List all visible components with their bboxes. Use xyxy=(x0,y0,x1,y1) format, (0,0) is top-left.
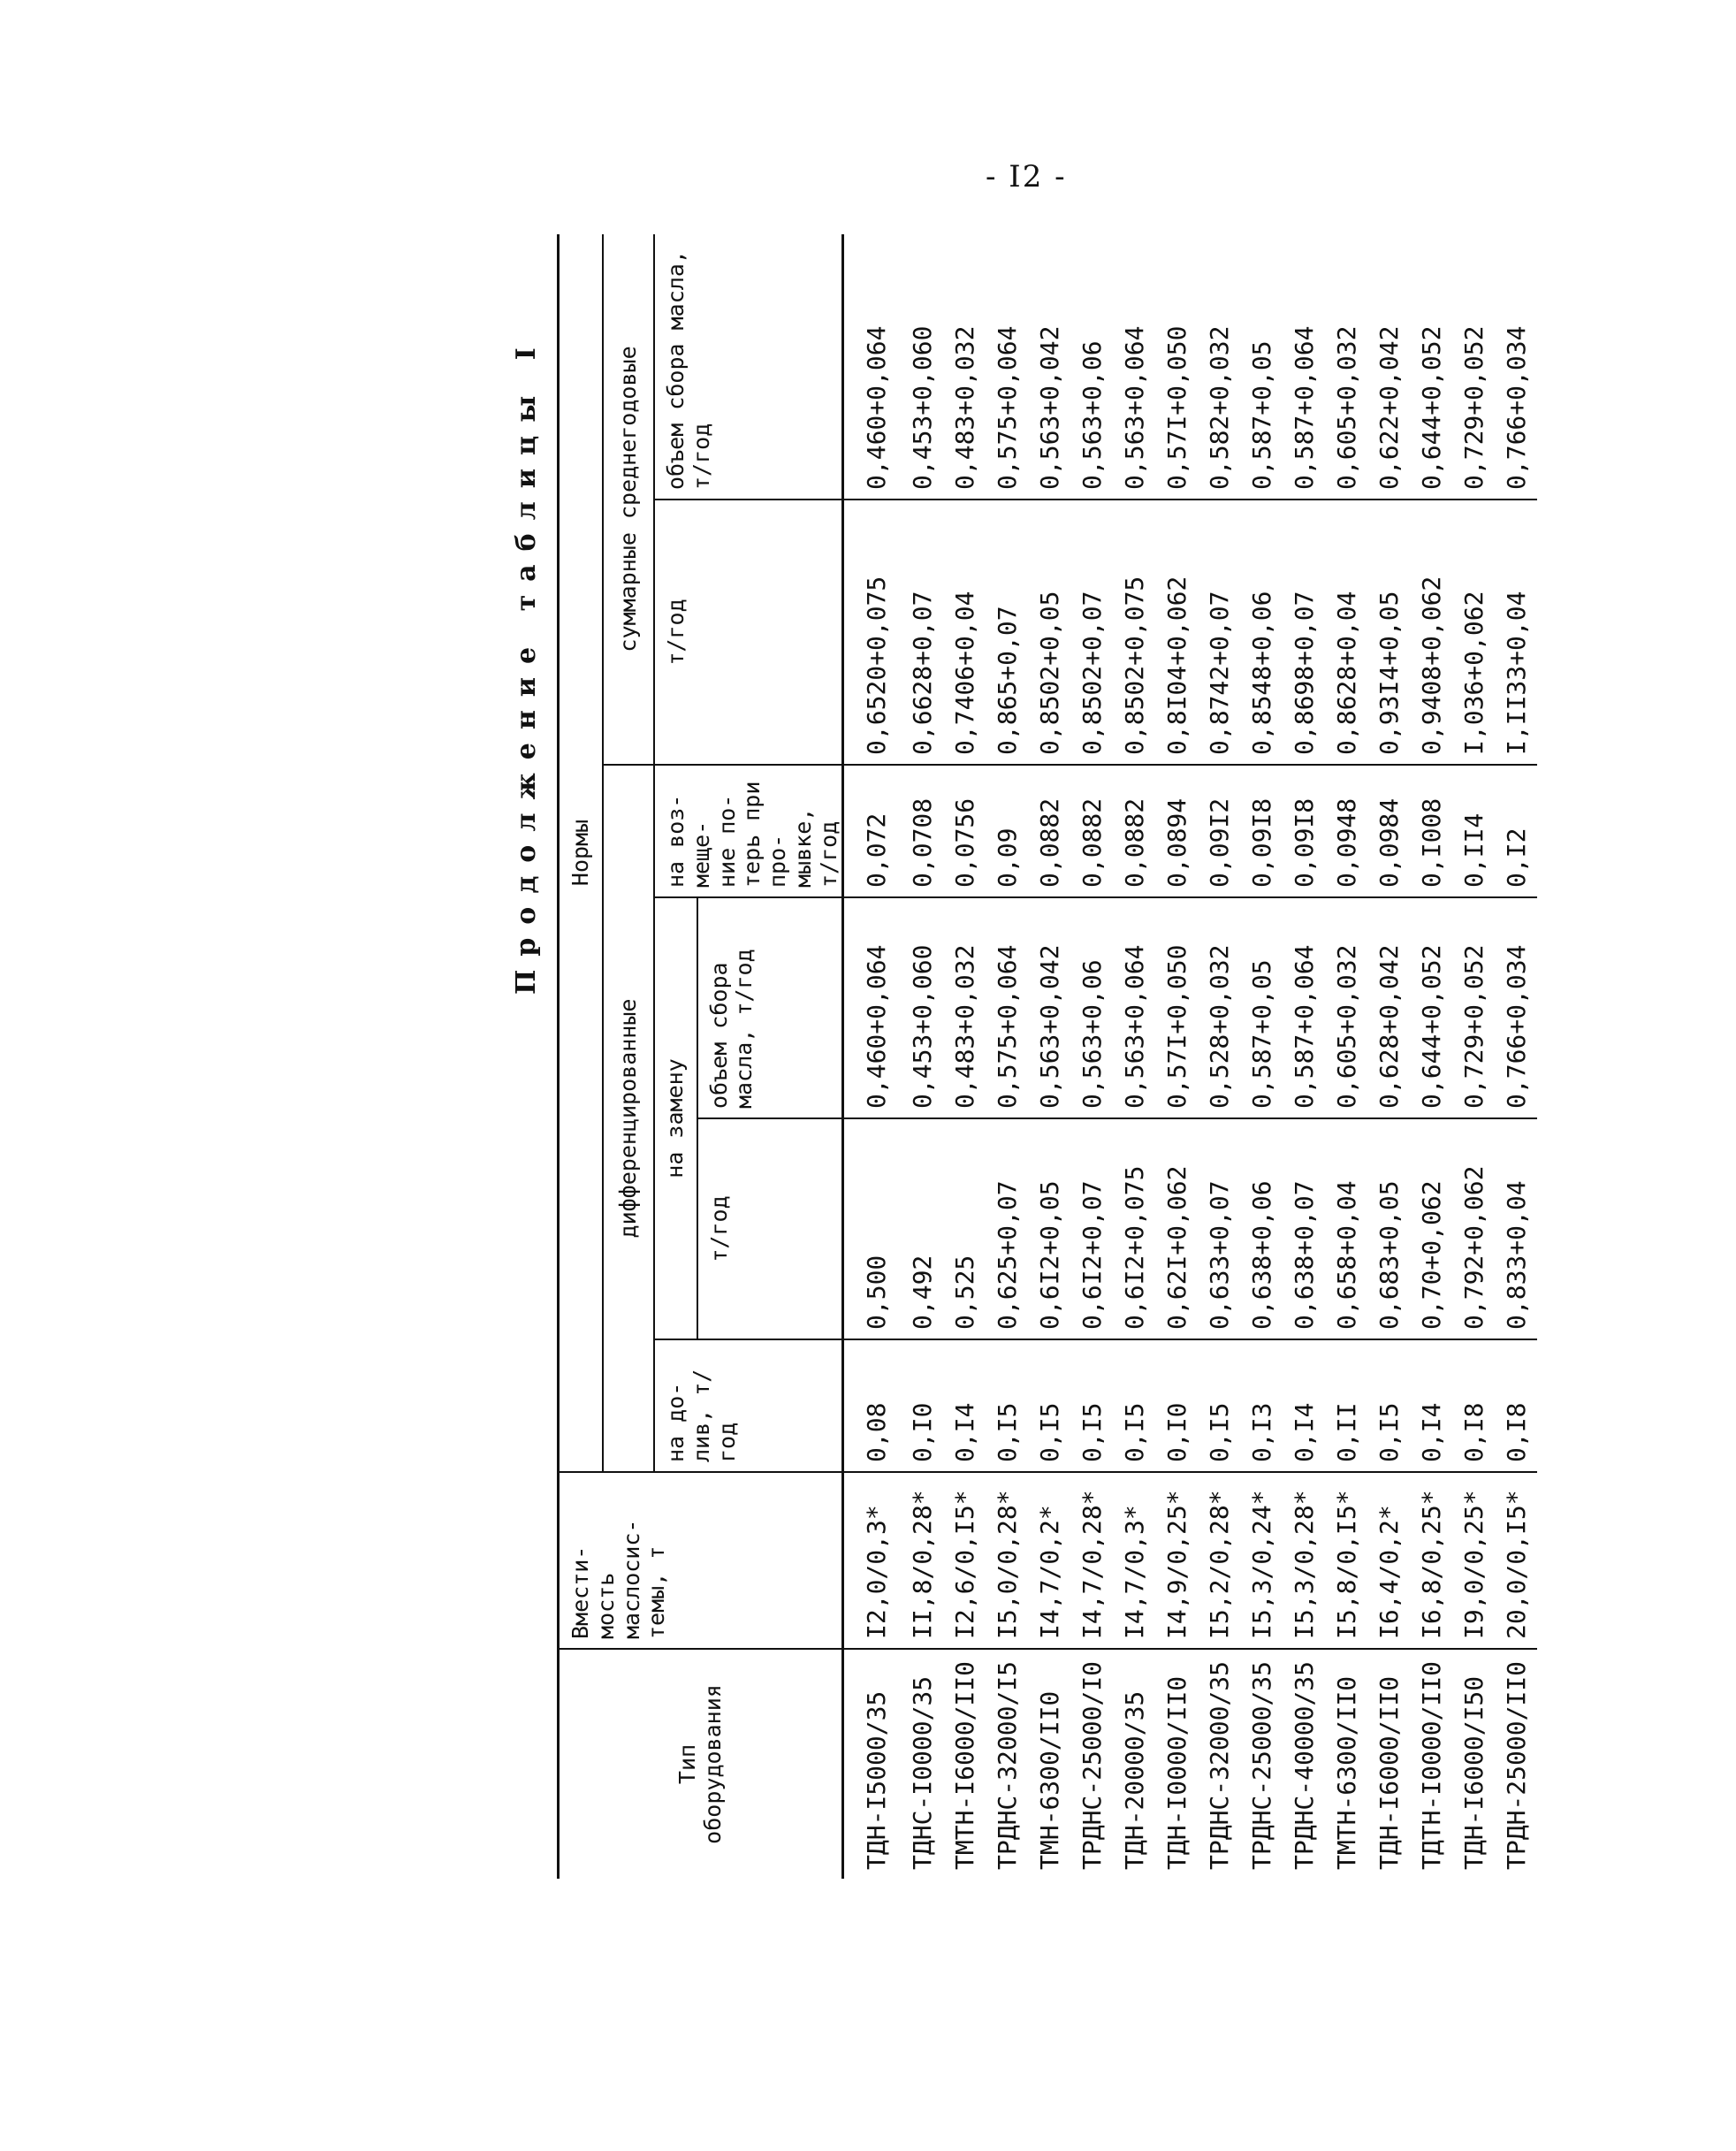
cell-sum-volume: 0,483+0,032 xyxy=(943,234,986,500)
cell-losses: 0,I008 xyxy=(1410,765,1452,897)
cell-sum-tyear: 0,8502+0,05 xyxy=(1028,500,1070,765)
cell-type: ТРДНС-25000/I0 xyxy=(1077,1660,1107,1870)
cell-losses: 0,0708 xyxy=(901,765,943,897)
table-row xyxy=(1495,234,1537,1879)
cell-repl-volume: 0,563+0,042 xyxy=(1028,897,1070,1118)
header-summary: суммарные среднегодовые xyxy=(603,234,654,765)
cell-capacity: I2,6/0,I5* xyxy=(943,1472,986,1649)
cell-sum-volume: 0,605+0,032 xyxy=(1325,234,1367,500)
cell-repl-tyear: 0,833+0,04 xyxy=(1495,1118,1537,1339)
cell-topup: 0,I8 xyxy=(1452,1339,1495,1472)
cell-sum-volume: 0,587+0,05 xyxy=(1240,234,1283,500)
cell-topup: 0,08 xyxy=(843,1339,902,1472)
cell-repl-tyear: 0,792+0,062 xyxy=(1452,1118,1495,1339)
cell-capacity: I9,0/0,25* xyxy=(1452,1472,1495,1649)
cell-sum-tyear: 0,8I04+0,062 xyxy=(1155,500,1198,765)
cell-losses: 0,0882 xyxy=(1070,765,1113,897)
cell-topup: 0,I5 xyxy=(1198,1339,1240,1472)
cell-losses: 0,II4 xyxy=(1452,765,1495,897)
header-differentiated: дифференцированные xyxy=(603,765,654,1472)
cell-repl-volume: 0,460+0,064 xyxy=(843,897,902,1118)
cell-capacity: I4,9/0,25* xyxy=(1155,1472,1198,1649)
table-row xyxy=(1155,234,1198,1879)
cell-losses: 0,0882 xyxy=(1113,765,1155,897)
table-row xyxy=(843,234,902,1879)
cell-type: ТДТН-I0000/II0 xyxy=(1416,1660,1446,1870)
header-sum-tyear: т/год xyxy=(654,500,843,765)
cell-sum-volume: 0,587+0,064 xyxy=(1283,234,1325,500)
cell-capacity: I5,2/0,28* xyxy=(1198,1472,1240,1649)
cell-type: ТРДНС-40000/35 xyxy=(1289,1660,1319,1870)
cell-repl-volume: 0,729+0,052 xyxy=(1452,897,1495,1118)
cell-capacity: I5,8/0,I5* xyxy=(1325,1472,1367,1649)
cell-capacity: I6,8/0,25* xyxy=(1410,1472,1452,1649)
cell-repl-volume: 0,587+0,064 xyxy=(1283,897,1325,1118)
header-type: Тип оборудования xyxy=(559,1649,843,1879)
cell-sum-tyear: 0,8502+0,07 xyxy=(1070,500,1113,765)
cell-repl-volume: 0,587+0,05 xyxy=(1240,897,1283,1118)
cell-losses: 0,072 xyxy=(843,765,902,897)
cell-topup: 0,I0 xyxy=(901,1339,943,1472)
cell-capacity: I2,0/0,3* xyxy=(843,1472,902,1649)
cell-sum-tyear: 0,6628+0,07 xyxy=(901,500,943,765)
table-caption: Продолжение таблицы I xyxy=(510,334,542,995)
cell-sum-volume: 0,766+0,034 xyxy=(1495,234,1537,500)
table-row xyxy=(1198,234,1240,1879)
cell-type: ТДН-I6000/II0 xyxy=(1374,1675,1404,1870)
page-number: - I2 - xyxy=(986,159,1067,195)
cell-repl-volume: 0,563+0,064 xyxy=(1113,897,1155,1118)
cell-capacity: I4,7/0,28* xyxy=(1070,1472,1113,1649)
cell-topup: 0,I5 xyxy=(1367,1339,1410,1472)
cell-repl-volume: 0,563+0,06 xyxy=(1070,897,1113,1118)
cell-type: ТДН-I0000/II0 xyxy=(1161,1675,1192,1870)
cell-sum-tyear: 0,8698+0,07 xyxy=(1283,500,1325,765)
cell-repl-tyear: 0,6I2+0,05 xyxy=(1028,1118,1070,1339)
cell-losses: 0,09I8 xyxy=(1283,765,1325,897)
cell-topup: 0,I3 xyxy=(1240,1339,1283,1472)
cell-losses: 0,0756 xyxy=(943,765,986,897)
cell-losses: 0,0894 xyxy=(1155,765,1198,897)
cell-repl-volume: 0,628+0,042 xyxy=(1367,897,1410,1118)
cell-sum-volume: 0,575+0,064 xyxy=(986,234,1028,500)
cell-topup: 0,I5 xyxy=(1028,1339,1070,1472)
header-losses: на воз- меще- ние по- терь при про- мывке, т/год xyxy=(654,765,843,897)
cell-losses: 0,09 xyxy=(986,765,1028,897)
cell-repl-tyear: 0,638+0,06 xyxy=(1240,1118,1283,1339)
table-row xyxy=(1070,234,1113,1879)
cell-repl-tyear: 0,62I+0,062 xyxy=(1155,1118,1198,1339)
cell-sum-tyear: 0,9408+0,062 xyxy=(1410,500,1452,765)
cell-repl-tyear: 0,658+0,04 xyxy=(1325,1118,1367,1339)
cell-repl-tyear: 0,6I2+0,07 xyxy=(1070,1118,1113,1339)
cell-repl-volume: 0,575+0,064 xyxy=(986,897,1028,1118)
cell-repl-volume: 0,644+0,052 xyxy=(1410,897,1452,1118)
cell-sum-tyear: 0,8548+0,06 xyxy=(1240,500,1283,765)
cell-sum-volume: 0,729+0,052 xyxy=(1452,234,1495,500)
cell-repl-volume: 0,766+0,034 xyxy=(1495,897,1537,1118)
table-row xyxy=(1452,234,1495,1879)
cell-repl-volume: 0,528+0,032 xyxy=(1198,897,1240,1118)
table-row xyxy=(1028,234,1070,1879)
cell-topup: 0,I5 xyxy=(986,1339,1028,1472)
cell-repl-tyear: 0,525 xyxy=(943,1118,986,1339)
cell-losses: 0,0948 xyxy=(1325,765,1367,897)
cell-sum-tyear: 0,6520+0,075 xyxy=(843,500,902,765)
cell-repl-tyear: 0,6I2+0,075 xyxy=(1113,1118,1155,1339)
header-capacity: Вмести- мость маслосис- темы, т xyxy=(559,1472,843,1649)
cell-sum-tyear: I,036+0,062 xyxy=(1452,500,1495,765)
table-row xyxy=(901,234,943,1879)
table-row xyxy=(1113,234,1155,1879)
cell-type: ТРДНС-32000/I5 xyxy=(992,1660,1022,1870)
cell-type: ТДН-I6000/I50 xyxy=(1458,1675,1489,1870)
cell-sum-volume: 0,622+0,042 xyxy=(1367,234,1410,500)
cell-sum-volume: 0,582+0,032 xyxy=(1198,234,1240,500)
cell-type: ТДНС-I0000/35 xyxy=(907,1675,937,1870)
cell-sum-tyear: 0,8628+0,04 xyxy=(1325,500,1367,765)
cell-losses: 0,0984 xyxy=(1367,765,1410,897)
cell-type: ТМН-6300/II0 xyxy=(1034,1690,1064,1870)
cell-sum-volume: 0,460+0,064 xyxy=(843,234,902,500)
cell-type: ТРДНС-25000/35 xyxy=(1246,1660,1276,1870)
cell-capacity: I4,7/0,3* xyxy=(1113,1472,1155,1649)
norms-table xyxy=(557,234,1537,1879)
header-sum-volume: объем сбора масла, т/год xyxy=(654,234,843,500)
cell-type: ТМТН-6300/II0 xyxy=(1331,1675,1361,1870)
header-replacement: на замену xyxy=(654,897,697,1339)
cell-repl-volume: 0,453+0,060 xyxy=(901,897,943,1118)
table-row xyxy=(1325,234,1367,1879)
header-norms: Нормы xyxy=(559,234,604,1472)
cell-repl-tyear: 0,683+0,05 xyxy=(1367,1118,1410,1339)
cell-sum-volume: 0,563+0,06 xyxy=(1070,234,1113,500)
cell-capacity: I5,3/0,24* xyxy=(1240,1472,1283,1649)
cell-losses: 0,0882 xyxy=(1028,765,1070,897)
cell-sum-volume: 0,563+0,064 xyxy=(1113,234,1155,500)
cell-sum-tyear: 0,8502+0,075 xyxy=(1113,500,1155,765)
cell-capacity: 20,0/0,I5* xyxy=(1495,1472,1537,1649)
table-row xyxy=(943,234,986,1879)
cell-type: ТРДНС-32000/35 xyxy=(1204,1660,1234,1870)
header-repl-volume: объем сбора масла, т/год xyxy=(697,897,843,1118)
cell-capacity: I5,0/0,28* xyxy=(986,1472,1028,1649)
cell-repl-volume: 0,57I+0,050 xyxy=(1155,897,1198,1118)
cell-repl-tyear: 0,638+0,07 xyxy=(1283,1118,1325,1339)
cell-topup: 0,I5 xyxy=(1113,1339,1155,1472)
table-row xyxy=(1283,234,1325,1879)
cell-type: ТДН-20000/35 xyxy=(1119,1690,1149,1870)
header-topup: на до- лив, т/год xyxy=(654,1339,843,1472)
header-repl-tyear: т/год xyxy=(697,1118,843,1339)
cell-topup: 0,I4 xyxy=(943,1339,986,1472)
cell-capacity: I5,3/0,28* xyxy=(1283,1472,1325,1649)
rotated-table-page xyxy=(495,234,1736,1879)
cell-sum-tyear: 0,8742+0,07 xyxy=(1198,500,1240,765)
cell-sum-tyear: I,II33+0,04 xyxy=(1495,500,1537,765)
cell-repl-volume: 0,483+0,032 xyxy=(943,897,986,1118)
cell-capacity: I4,7/0,2* xyxy=(1028,1472,1070,1649)
cell-topup: 0,I5 xyxy=(1070,1339,1113,1472)
cell-losses: 0,I2 xyxy=(1495,765,1537,897)
table-row xyxy=(1367,234,1410,1879)
cell-type: ТМТН-I6000/II0 xyxy=(949,1660,979,1870)
cell-topup: 0,I8 xyxy=(1495,1339,1537,1472)
cell-repl-tyear: 0,70+0,062 xyxy=(1410,1118,1452,1339)
cell-losses: 0,09I2 xyxy=(1198,765,1240,897)
cell-sum-tyear: 0,93I4+0,05 xyxy=(1367,500,1410,765)
table-row xyxy=(1410,234,1452,1879)
cell-type: ТРДН-25000/II0 xyxy=(1501,1660,1531,1870)
cell-capacity: I6,4/0,2* xyxy=(1367,1472,1410,1649)
cell-repl-tyear: 0,625+0,07 xyxy=(986,1118,1028,1339)
table-row xyxy=(986,234,1028,1879)
cell-sum-volume: 0,644+0,052 xyxy=(1410,234,1452,500)
cell-sum-tyear: 0,7406+0,04 xyxy=(943,500,986,765)
cell-sum-tyear: 0,865+0,07 xyxy=(986,500,1028,765)
cell-sum-volume: 0,453+0,060 xyxy=(901,234,943,500)
cell-repl-tyear: 0,633+0,07 xyxy=(1198,1118,1240,1339)
cell-topup: 0,II xyxy=(1325,1339,1367,1472)
cell-sum-volume: 0,57I+0,050 xyxy=(1155,234,1198,500)
cell-repl-volume: 0,605+0,032 xyxy=(1325,897,1367,1118)
cell-repl-tyear: 0,500 xyxy=(843,1118,902,1339)
cell-sum-volume: 0,563+0,042 xyxy=(1028,234,1070,500)
cell-type: ТДН-I5000/35 xyxy=(843,1649,902,1879)
cell-topup: 0,I4 xyxy=(1283,1339,1325,1472)
cell-topup: 0,I0 xyxy=(1155,1339,1198,1472)
table-row xyxy=(1240,234,1283,1879)
cell-repl-tyear: 0,492 xyxy=(901,1118,943,1339)
cell-topup: 0,I4 xyxy=(1410,1339,1452,1472)
cell-losses: 0,09I8 xyxy=(1240,765,1283,897)
cell-capacity: II,8/0,28* xyxy=(901,1472,943,1649)
